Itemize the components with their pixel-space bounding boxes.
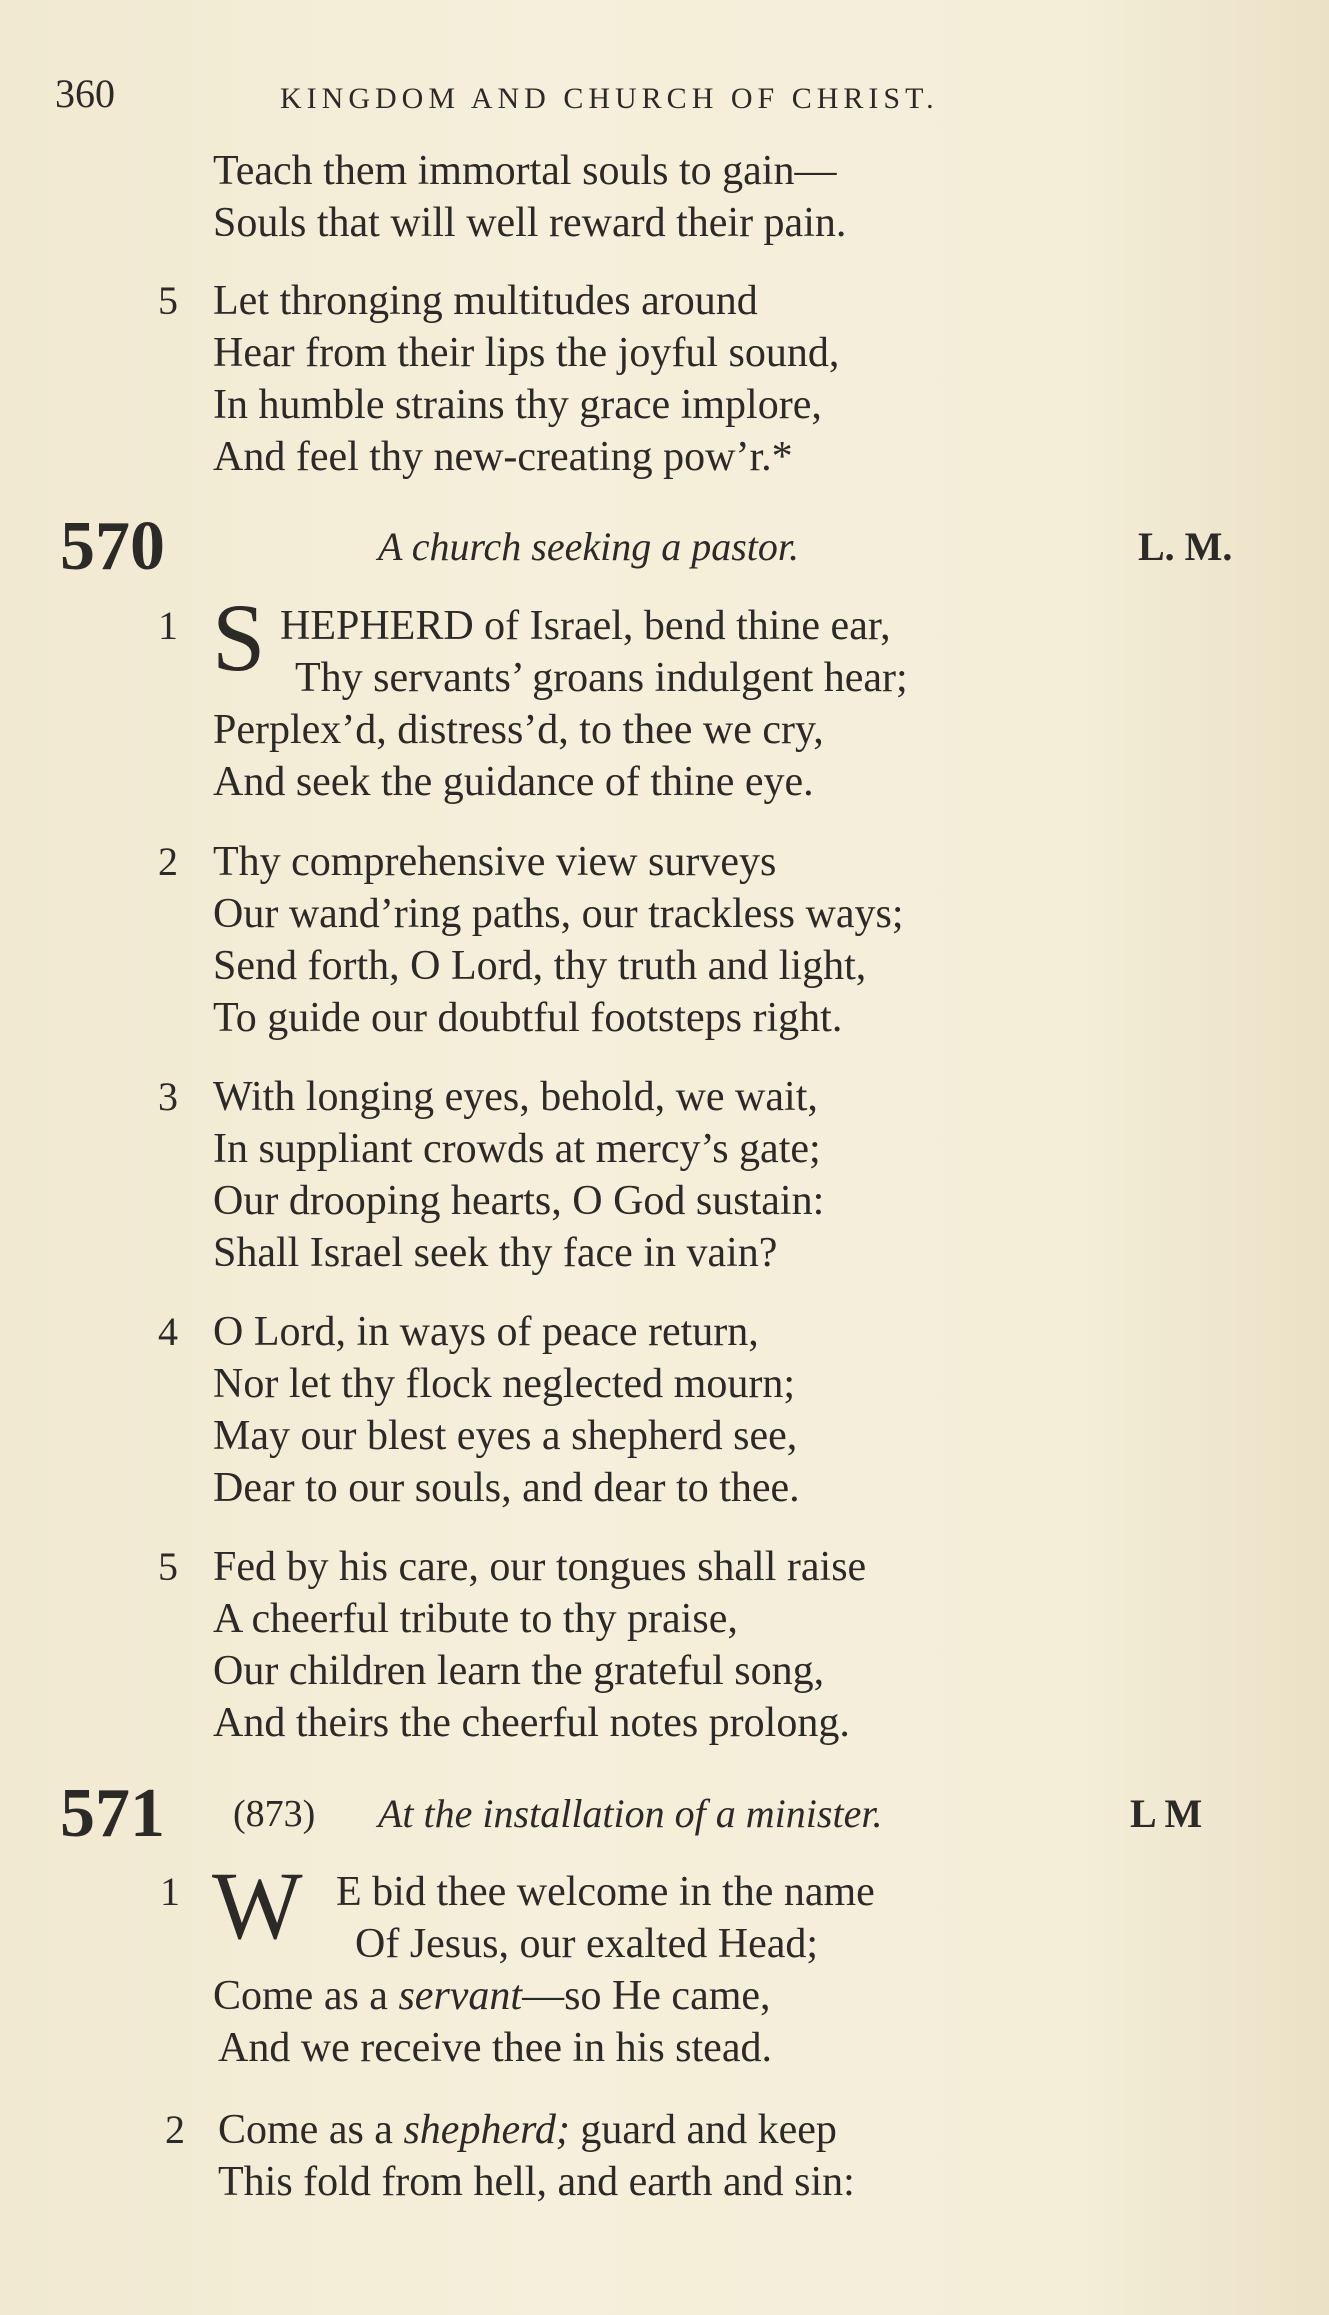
hymn-number: 571	[60, 1775, 165, 1852]
verse-line: Thy comprehensive view surveys	[213, 839, 777, 885]
hymn-number: 570	[60, 508, 165, 585]
drop-cap: S	[212, 584, 266, 691]
verse-line: Teach them immortal souls to gain—	[213, 148, 837, 194]
verse-line: Fed by his care, our tongues shall raise	[213, 1544, 867, 1590]
running-head	[55, 70, 1075, 130]
verse-number: 5	[158, 1544, 178, 1589]
verse-line: May our blest eyes a shepherd see,	[213, 1413, 798, 1459]
hymn-meter: L. M.	[1138, 524, 1233, 569]
verse-line: O Lord, in ways of peace return,	[213, 1309, 759, 1355]
verse-line: Shall Israel seek thy face in vain?	[213, 1230, 778, 1276]
verse-line: Our drooping hearts, O God sustain:	[213, 1178, 825, 1224]
verse-number: 4	[158, 1309, 178, 1354]
verse-line: E bid thee welcome in the name	[336, 1869, 875, 1915]
hymn-title: A church seeking a pastor.	[378, 524, 800, 569]
hymn-title: At the installation of a minister.	[378, 1791, 883, 1836]
hymn-571-heading	[0, 1774, 1329, 1854]
verse-line: Come as a shepherd; guard and keep	[218, 2107, 837, 2153]
verse-line: Dear to our souls, and dear to thee.	[213, 1465, 800, 1511]
verse-line: With longing eyes, behold, we wait,	[213, 1074, 818, 1120]
verse-line: In suppliant crowds at mercy’s gate;	[213, 1126, 821, 1172]
verse-line: And feel thy new-creating pow’r.*	[213, 434, 793, 480]
verse-line: Perplex’d, distress’d, to thee we cry,	[213, 707, 824, 753]
hymn-meter: L M	[1130, 1791, 1203, 1836]
drop-cap: W	[212, 1852, 303, 1959]
hymn-cross-reference: (873)	[233, 1793, 316, 1835]
running-title: KINGDOM AND CHURCH OF CHRIST.	[280, 82, 939, 115]
verse-line: Our wand’ring paths, our trackless ways;	[213, 891, 904, 937]
verse-line: To guide our doubtful footsteps right.	[213, 995, 843, 1041]
hymn-570-heading	[0, 507, 1329, 587]
verse-line: HEPHERD of Israel, bend thine ear,	[280, 603, 891, 649]
verse-line: Our children learn the grateful song,	[213, 1648, 825, 1694]
verse-number: 2	[158, 839, 178, 884]
verse-number: 1	[160, 1869, 180, 1914]
verse-line: Nor let thy flock neglected mourn;	[213, 1361, 795, 1407]
verse-line: Souls that will well reward their pain.	[213, 200, 847, 246]
page-number: 360	[55, 71, 115, 116]
verse-line: Let thronging multitudes around	[213, 278, 758, 324]
verse-line: Come as a servant—so He came,	[213, 1973, 771, 2019]
verse-line: And seek the guidance of thine eye.	[213, 759, 814, 805]
verse-line: Hear from their lips the joyful sound,	[213, 330, 840, 376]
verse-line: And theirs the cheerful notes prolong.	[213, 1700, 850, 1746]
verse-line: And we receive thee in his stead.	[218, 2025, 772, 2071]
verse-line: This fold from hell, and earth and sin:	[218, 2159, 855, 2205]
verse-number: 1	[158, 603, 178, 648]
verse-number: 5	[158, 278, 178, 323]
verse-line: In humble strains thy grace implore,	[213, 382, 822, 428]
verse-line: Thy servants’ groans indulgent hear;	[295, 655, 908, 701]
verse-line: A cheerful tribute to thy praise,	[213, 1596, 738, 1642]
verse-line: Of Jesus, our exalted Head;	[355, 1921, 819, 1967]
verse-line: Send forth, O Lord, thy truth and light,	[213, 943, 867, 989]
verse-number: 3	[158, 1074, 178, 1119]
verse-number: 2	[165, 2107, 185, 2152]
